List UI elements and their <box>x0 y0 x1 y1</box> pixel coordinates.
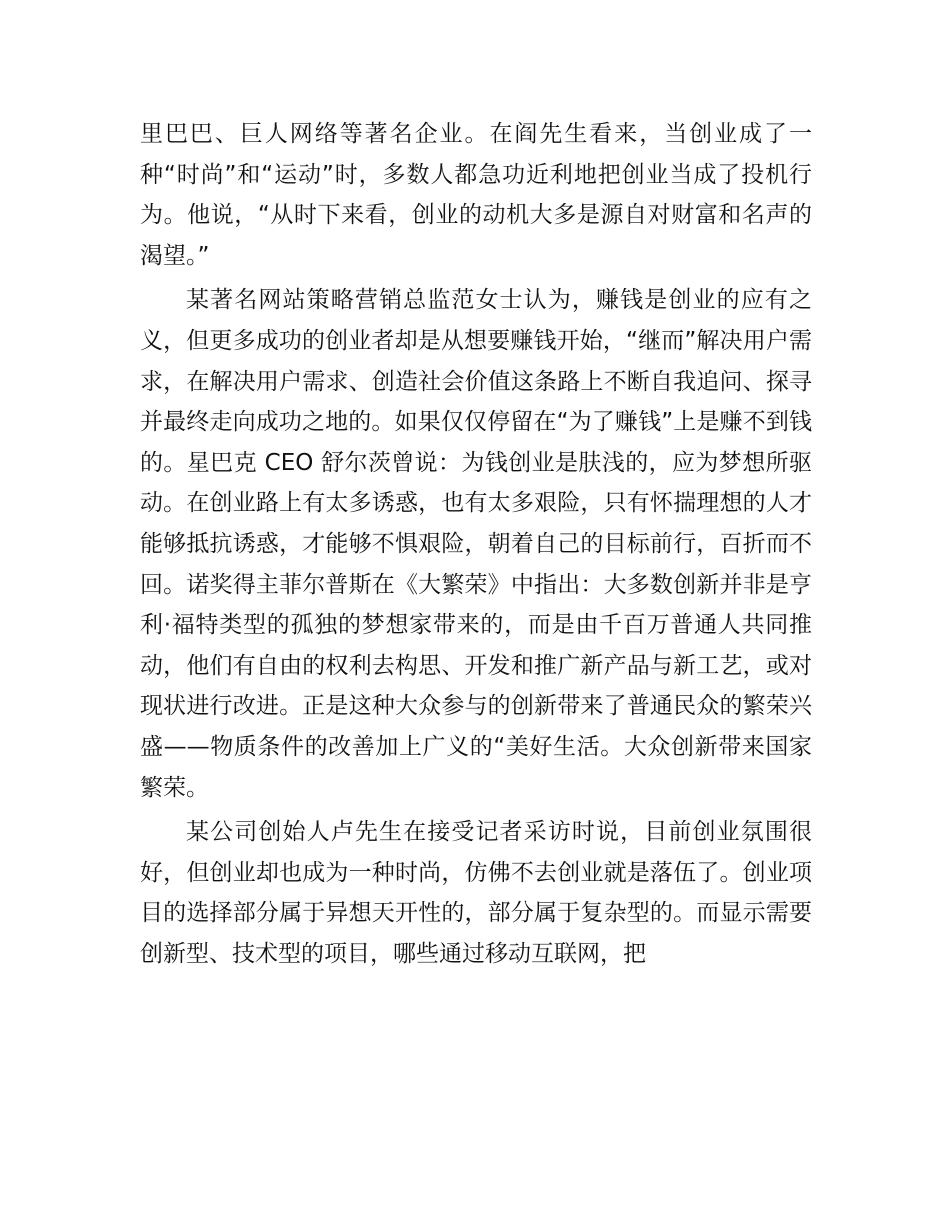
paragraph-continuation: 里巴巴、巨人网络等著名企业。在阎先生看来，当创业成了一种“时尚”和“运动”时，多数人都急功近利地把创业当成了投机行为。他说，“从时下来看，创业的动机大多是源自对财富和名声的渴望。” <box>140 121 812 269</box>
paragraph-marketing-director: 某著名网站策略营销总监范女士认为，赚钱是创业的应有之义，但更多成功的创业者却是从想要赚钱开始，“继而”解决用户需求，在解决用户需求、创造社会价值这条路上不断自我追问、探寻并最终走向成功之地的。如果仅仅停留在“为了赚钱”上是赚不到钱的。星巴克 CEO 舒尔茨曾说：为钱创业是肤浅的，应为梦想所驱动。在创业路上有太多诱惑，也有太多艰险，只有怀揣理想的人才能够抵抗诱惑，才能够不惧艰险，朝着自己的目标前行，百折而不回。诺奖得主菲尔普斯在《大繁荣》中指出：大多数创新并非是亨利·福特类型的孤独的梦想家带来的，而是由千百万普通人共同推动，他们有自由的权利去构思、开发和推广新产品与新工艺，或对现状进行改进。正是这种大众参与的创新带来了普通民众的繁荣兴盛——物质条件的改善加上广义的“美好生活。大众创新带来国家繁荣。 <box>140 287 812 801</box>
document-page <box>140 114 812 974</box>
paragraph-founder-interview: 某公司创始人卢先生在接受记者采访时说，目前创业氛围很好，但创业却也成为一种时尚，仿佛不去创业就是落伍了。创业项目的选择部分属于异想天开性的，部分属于复杂型的。而显示需要创新型、技术型的项目，哪些通过移动互联网，把 <box>140 819 812 967</box>
